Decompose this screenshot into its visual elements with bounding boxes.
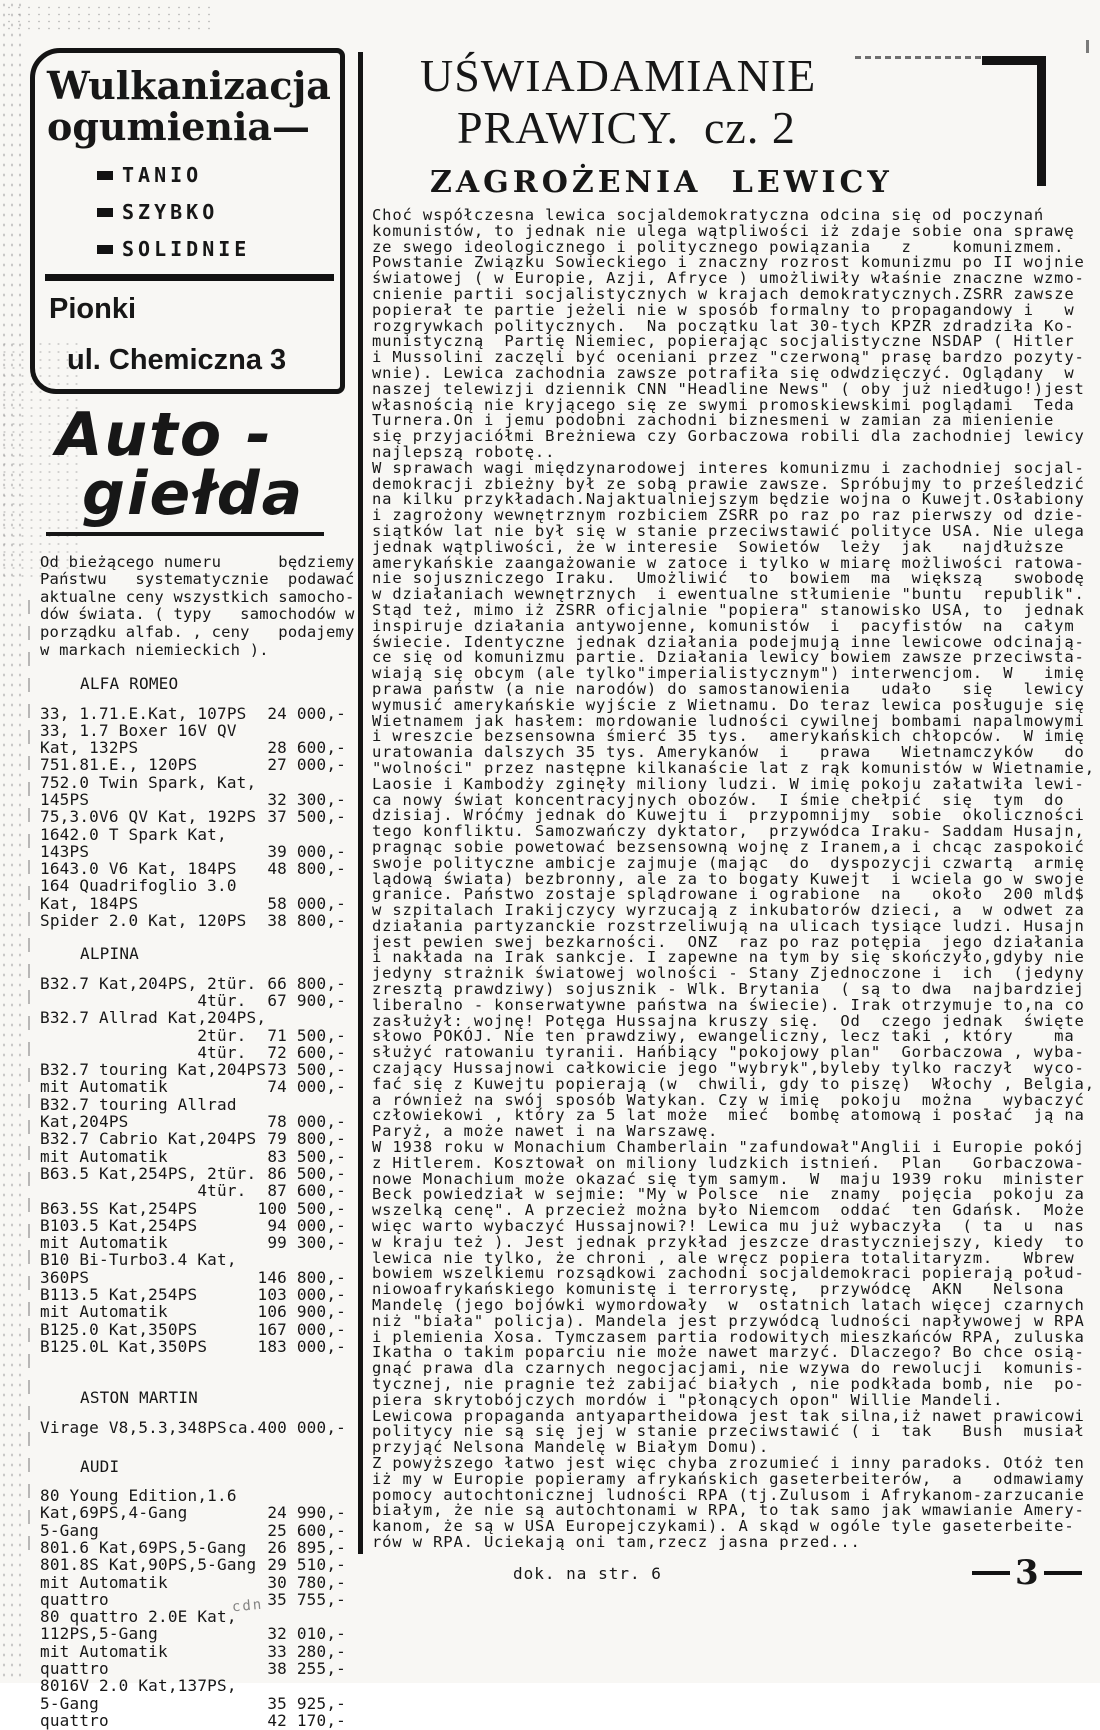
price-row (40, 1303, 346, 1320)
price-row (40, 1165, 346, 1182)
model-price: 94 000,- (267, 1215, 346, 1235)
article-line: naszej telewizji dziennik CNN "Headline News" ( oby już niedługo!)jest (372, 379, 1085, 398)
price-row (40, 1556, 346, 1573)
article-line: pragnąc sobie powetować bezsensowną wojnę z Iranem,a i chcąc zaspokoić (372, 837, 1085, 856)
article-line: nowe Monachium może okazać się tym samym. W maju 1939 roku minister (372, 1169, 1085, 1188)
article-line: "wolności" przez następne kilkanaście lat z rąk komunistów w Wietnamie, (372, 758, 1095, 777)
model-name: quattro (40, 1589, 109, 1609)
square-bullet-icon (97, 171, 113, 180)
model-price: 30 780,- (267, 1572, 346, 1592)
ad-city: Pionki (49, 293, 137, 326)
model-name: mit Automatik (40, 1077, 168, 1097)
model-name: 5-Gang (40, 1693, 99, 1713)
autogielda-title-line1: Auto - (56, 400, 273, 471)
brand-section (40, 945, 346, 1355)
price-listings (40, 675, 346, 1729)
model-name: Virage V8,5.3,348PS (40, 1417, 227, 1437)
article-line: przyjąć Nelsona Mandelę w Białym Domu). (372, 1438, 770, 1457)
model-price: 103 000,- (257, 1285, 346, 1305)
price-row (40, 1695, 346, 1712)
article-body (372, 208, 1094, 1551)
article-line: jednak wątpliwości, że w interesie Sowietów leży jak najdłuższe (372, 537, 1065, 556)
price-row (40, 860, 346, 877)
article-line: rów w RPA. Uciekają oni tam,rzecz jasna przed... (372, 1532, 861, 1551)
article-line: inspiruje działania antywojenne, komunistów i pacyfistów na całym (372, 616, 1075, 635)
article-line: demokracji zbieżny był ze sobą prawie zawsze. Spróbujmy to prześledzić (372, 474, 1085, 493)
model-price: 24 000,- (267, 703, 346, 723)
price-row (40, 1130, 346, 1147)
model-price: 87 600,- (267, 1181, 346, 1201)
corner-bracket-dashed-line (855, 56, 983, 59)
ad-divider-rule (45, 274, 334, 281)
model-name: B63.5S Kat,254PS (40, 1198, 198, 1218)
model-name: B32.7 Allrad Kat,204PS, (40, 1008, 267, 1028)
article-line: własnością nie kryjącego się ze swymi promoskiewskimi poglądami Teda (372, 395, 1075, 414)
price-row (40, 1625, 346, 1642)
model-price: 71 500,- (267, 1025, 346, 1045)
article-line: gnąć prawa dla czarnych negocjacjami, nie wzywa do rewolucji komunis- (372, 1359, 1085, 1378)
brand-rows (40, 705, 346, 930)
article-line: amerykańskie zaangażowanie w zatoce i tylko w miarę możliwości ratowa- (372, 553, 1085, 572)
article-line: Lewicowa propaganda antyapartheidowa jest tak silna,iż nawet prawicowi (372, 1406, 1085, 1425)
model-price: 106 900,- (257, 1302, 346, 1322)
model-name: 1643.0 V6 Kat, 184PS (40, 859, 237, 879)
article-line: cnienie partii socjalistycznych w krajach demokratycznych.ZSRR zawsze (372, 285, 1075, 304)
model-price: 24 990,- (267, 1503, 346, 1523)
model-name: B32.7 Kat,204PS, 2tür. (40, 973, 257, 993)
model-price: 42 170,- (267, 1710, 346, 1730)
price-row (40, 826, 346, 843)
model-name: 143PS (40, 841, 90, 861)
model-price: 38 800,- (267, 911, 346, 931)
square-bullet-icon (97, 208, 113, 217)
page-number (972, 1553, 1082, 1593)
model-price: 79 800,- (267, 1129, 346, 1149)
corner-bracket-vertical (1037, 56, 1046, 186)
article-line: człowiekowi , który za 5 lat może mieć bombę atomową i posłać ją na (372, 1106, 1085, 1125)
model-name: B113.5 Kat,254PS (40, 1285, 198, 1305)
price-row (40, 1078, 346, 1095)
model-name: 752.0 Twin Spark, Kat, (40, 772, 257, 792)
article-line: w działaniach wewnętrznych i ewentualne stłumienie "buntu republik". (372, 585, 1085, 604)
article-line: uratowania dalszych 35 tys. Amerykanów i prawa Wietnamczyków do (372, 743, 1085, 762)
model-name: mit Automatik (40, 1302, 168, 1322)
model-price: 35 925,- (267, 1693, 346, 1713)
model-name: 75,3.0V6 QV Kat, 192PS (40, 807, 257, 827)
price-row (40, 1677, 346, 1694)
ad-bullet-list (97, 163, 334, 261)
article-line: Ikatha o takim poparciu nie może nawet marzyć. Dlaczego? Bo chce osią- (372, 1343, 1085, 1362)
price-row (40, 992, 346, 1009)
ad-headline-line2: ogumienia— (47, 104, 311, 150)
article-line: wiają się obcym (ale tylko"imperialistycznym") interwencjom. W imię (372, 664, 1085, 683)
model-price: 35 755,- (267, 1589, 346, 1609)
brand-section (40, 1458, 346, 1729)
article-line: Paryż, a może nawet i na Warszawę. (372, 1122, 719, 1141)
article-line: zasłużył: wojnę! Potęga Hussajna kruszy się. Od czego jednak święte (372, 1011, 1085, 1030)
model-name: 8016V 2.0 Kat,137PS, (40, 1676, 237, 1696)
model-price: 66 800,- (267, 973, 346, 993)
price-row (40, 1574, 346, 1591)
article-line: i plemienia Xosa. Tymczasem partia rodowitych mieszkańców RPA, zuluska (372, 1327, 1085, 1346)
ad-bullet-item (97, 163, 334, 187)
price-row (40, 1044, 346, 1061)
article-line: rozgrywkach politycznych. Na początku lat 30-tych KPZR zdradziła Ko- (372, 316, 1075, 335)
model-name: 801.8S Kat,90PS,5-Gang (40, 1555, 257, 1575)
brand-rows (40, 1487, 346, 1729)
page-number-dash-left (972, 1571, 1010, 1575)
model-name: quattro (40, 1659, 109, 1679)
model-price: 33 280,- (267, 1641, 346, 1661)
model-price: 74 000,- (267, 1077, 346, 1097)
price-row (40, 1286, 346, 1303)
model-name: 1642.0 T Spark Kat, (40, 824, 227, 844)
model-name: 751.81.E., 120PS (40, 755, 198, 775)
model-name: B125.0 Kat,350PS (40, 1319, 198, 1339)
article-line: W 1938 roku w Monachium Chamberlain "zafundował"Anglii i Europie pokój (372, 1138, 1085, 1157)
ad-bullet-label: TANIO (122, 163, 203, 188)
price-row (40, 1487, 346, 1504)
price-row (40, 1251, 346, 1268)
model-name: B32.7 touring Allrad (40, 1094, 237, 1114)
intro-line: dów świata. ( typy samochodów w (40, 605, 355, 624)
ad-bullet-item (97, 200, 334, 224)
price-row (40, 1009, 346, 1026)
model-price: 99 300,- (267, 1233, 346, 1253)
article-line: wnie). Lewica zachodnia zawsze potrafiła się odwdzięczyć. Oglądany w (372, 364, 1075, 382)
model-price: 78 000,- (267, 1112, 346, 1132)
model-name: Spider 2.0 Kat, 120PS (40, 911, 247, 931)
article-title-line2: PRAWICY. cz. 2 (457, 101, 796, 153)
price-row (40, 1061, 346, 1078)
price-row (40, 808, 346, 825)
price-row (40, 1234, 346, 1251)
model-price: 146 800,- (257, 1267, 346, 1287)
model-price: 38 255,- (267, 1659, 346, 1679)
price-row (40, 722, 346, 739)
price-row (40, 1591, 346, 1608)
autogielda-title-line2: giełda (82, 458, 305, 529)
model-price: 183 000,- (257, 1336, 346, 1356)
article-line: lądową świata) bezbronny, ale za to bogaty Kuwejt i wciela go w swoje (372, 869, 1085, 888)
square-bullet-icon (97, 245, 113, 254)
article-line: liberalno - konserwatywne państwa na świecie). Irak otrzymuje to,na co (372, 995, 1085, 1014)
price-row (40, 1608, 346, 1625)
brand-section (40, 1389, 346, 1436)
model-name: 4tür. (40, 1042, 247, 1062)
page-number-value: 3 (1015, 1553, 1039, 1593)
article-line: tego konfliktu. Samozwańczy dyktator, przywódca Iraku- Saddam Husajn, (372, 822, 1085, 841)
model-price: 25 600,- (267, 1520, 346, 1540)
article-line: wszelką cenę". A przecież można było Niemcom oddać ten Gdańsk. Może (372, 1201, 1085, 1220)
model-name: mit Automatik (40, 1146, 168, 1166)
article-line: granice. Państwo zostaje splądrowane i ograbione na około 200 mld$ (372, 885, 1085, 904)
model-price: 86 500,- (267, 1163, 346, 1183)
price-row (40, 1522, 346, 1539)
price-row (40, 912, 346, 929)
price-row (40, 895, 346, 912)
brand-heading: AUDI (80, 1456, 120, 1476)
autogielda-intro (40, 552, 355, 660)
column-divider (358, 52, 363, 1554)
article-line: ca nowy świat koncentracyjnych obozów. I śmie chełpić się tym do (372, 790, 1065, 809)
model-name: quattro (40, 1710, 109, 1730)
model-name: B32.7 touring Kat,204PS (40, 1060, 267, 1080)
model-price: 29 510,- (267, 1555, 346, 1575)
article-line: najlepszą robotę.. (372, 442, 556, 461)
scan-noise-left (0, 0, 24, 1683)
article-line: siątków lat nie był się w stanie przeciwstawić polityce USA. Nie ulega (372, 521, 1085, 540)
article-line: munistyczną Partię Niemiec, popierając socjalistyczne NSDAP ( Hitler (372, 332, 1075, 351)
article-line: kanom, że są w USA Europejczykami). A skąd w ogóle tyle gaseterbeite- (372, 1517, 1075, 1536)
article-line: Turnera.On i jemu podobni zachodni biznesmeni w zamian za mienienie (372, 411, 1055, 430)
article-line: światowej ( w Europie, Azji, Afryce ) umożliwiły właśnie znaczne wzmo- (372, 269, 1085, 288)
model-name: B63.5 Kat,254PS, 2tür. (40, 1163, 257, 1183)
article-line: a również na swój sposób Watykan. Czy w imię pokoju można wybaczyć (372, 1090, 1085, 1109)
model-name: 80 Young Edition,1.6 (40, 1486, 237, 1506)
price-row (40, 843, 346, 860)
article-line: i Mussolini zaczęli być oceniani przez "czerwoną" prasę bardzo pozyty- (372, 348, 1085, 367)
model-name: 112PS,5-Gang (40, 1624, 158, 1644)
article-line: jedyny strażnik światowej wolności - Stany Zjednoczone i ich (jedyny (372, 964, 1085, 983)
price-row (40, 975, 346, 992)
price-row (40, 1200, 346, 1217)
article-header (372, 50, 1094, 200)
autogielda-underline (46, 532, 324, 536)
model-name: 5-Gang (40, 1520, 99, 1540)
model-price: 39 000,- (267, 841, 346, 861)
model-price: 48 800,- (267, 859, 346, 879)
model-name: mit Automatik (40, 1572, 168, 1592)
model-price: 58 000,- (267, 893, 346, 913)
model-name: Kat,69PS,4-Gang (40, 1503, 188, 1523)
model-price: 72 600,- (267, 1042, 346, 1062)
article-line: Z powyższego łatwo jest więc chyba zrozumieć i inny paradoks. Otóż ten (372, 1453, 1085, 1472)
scan-noise-top (4, 4, 214, 34)
article-line: tycznej, nie pragnie też zabijać białych , nie podkłada bomb, nie po- (372, 1375, 1085, 1393)
article-line: niż "biała" policja). Mandela jest przywódcą ludności napływowej w RPA (372, 1311, 1085, 1330)
ad-bullet-label: SOLIDNIE (122, 237, 251, 262)
article-line: Mandelę (jego bojówki wymordowały w ostatnich latach więcej czarnych (372, 1296, 1085, 1315)
model-name: 4tür. (40, 990, 247, 1010)
price-row (40, 1148, 346, 1165)
price-row (40, 791, 346, 808)
intro-line: porządku alfab. , ceny podajemy (40, 623, 355, 642)
intro-line: Państwu systematycznie podawać (40, 570, 355, 589)
article-subtitle: ZAGROŻENIA LEWICY (430, 165, 893, 201)
price-row (40, 877, 346, 894)
article-line: politycy nie są się jej w stanie przeciwstawić ( i tak Bush musiał (372, 1422, 1085, 1441)
price-row (40, 1096, 346, 1113)
article-line: czający Hussajnowi całkowicie jego "wybryk",byleby tylko raczył wyco- (372, 1059, 1085, 1078)
price-row (40, 1321, 346, 1338)
ad-bullet-label: SZYBKO (122, 200, 219, 225)
article-line: zresztą prawdziwy) sojusznik - Wlk. Brytania ( są to dwa najbardziej (372, 980, 1085, 999)
brand-rows (40, 975, 346, 1356)
article-line: się przyjaciółmi Breżniewa czy Gorbaczowa robili dla zachodniej lewicy (372, 427, 1085, 446)
article-line: wymusić amerykańskie wyjście z Wietnamu. Do teraz lewica posługuje się (372, 695, 1085, 714)
intro-line: w markach niemieckich ). (40, 640, 269, 659)
article-line: bowiem wszelkiemu rozsądkowi zachodni socjaldemokraci popierają połud- (372, 1264, 1085, 1283)
article-line: Choć współczesna lewica socjaldemokratyczna odcina się od poczynań (372, 206, 1044, 225)
continued-on-page-note: dok. na str. 6 (513, 1564, 662, 1583)
article-line: piera skrytobójczych mordów i "płonących opon" Willie Mandeli. (372, 1390, 1004, 1409)
price-row (40, 1338, 346, 1355)
article-line: popierał te partie jeżeli nie w sposób formalny to propagandowy i w (372, 300, 1075, 319)
price-row (40, 1504, 346, 1521)
article-line: W sprawach wagi międzynarodowej interes komunizmu i zachodniej socjal- (372, 458, 1085, 477)
ad-headline-line1: Wulkanizacja (47, 63, 331, 108)
price-row (40, 774, 346, 791)
model-name: Kat, 132PS (40, 738, 139, 758)
article-line: w szpitalach Irakijczycy wyrzucają z inkubatorów dzieci, a w odwet za (372, 901, 1085, 920)
model-price: 28 600,- (267, 738, 346, 758)
brand-heading: ALFA ROMEO (80, 674, 179, 694)
price-row (40, 705, 346, 722)
model-name: B32.7 Cabrio Kat,204PS (40, 1129, 257, 1149)
model-name: 360PS (40, 1267, 90, 1287)
article-line: z Hitlerem. Kosztował on miliony ludzkich istnień. Plan Gorbaczowa- (372, 1153, 1085, 1172)
model-price: 27 000,- (267, 755, 346, 775)
article-line: ze swego ideologicznego i politycznego powiązania z komunizmem. (372, 237, 1065, 256)
article-line: jest pewien swej bezkarności. ONZ raz po raz potępia jego działania (372, 932, 1085, 951)
price-row (40, 1027, 346, 1044)
article-line: świecie. Identyczne jednak działania podejmują inne lewicowe odcinają- (372, 632, 1085, 651)
price-row (40, 1643, 346, 1660)
article-line: ce się od komunizmu partie. Działania lewicy bowiem zawsze przeciwsta- (372, 648, 1085, 667)
price-row (40, 739, 346, 756)
article-line: iż my w Europie popieramy afrykańskich gaseterbeiterów, a odmawiamy (372, 1469, 1085, 1488)
model-price: 32 010,- (267, 1624, 346, 1644)
article-line: niowoafrykańskiego komunistę i terrorystę, przywódcę AKN Nelsona (372, 1280, 1065, 1299)
model-price: 37 500,- (267, 807, 346, 827)
left-column (30, 48, 355, 1730)
article-line: działania partyzanckie rozstrzeliwują na ulicach tysiące ludzi. Husajn (372, 916, 1085, 935)
model-name: B10 Bi-Turbo3.4 Kat, (40, 1250, 237, 1270)
continuation-note: cdn (231, 1596, 264, 1616)
model-price: 32 300,- (267, 790, 346, 809)
model-name: mit Automatik (40, 1641, 168, 1661)
article-line: nie sojuszniczego Iraku. Umożliwić to bowiem ma większą swobodę (372, 569, 1085, 588)
article-line: w kraju też ). Jest jednak przykład jeszcze drastyczniejszy, kiedy to (372, 1232, 1085, 1251)
vulcanization-ad (30, 48, 345, 394)
article-line: pomocy autochtonicznej ludności RPA (tj.Zulusom i Afrykanom-zarzucanie (372, 1485, 1085, 1504)
article-line: swoje polityczne ambicje zajmuje (mając do dyspozycji czwartą armię (372, 853, 1085, 872)
ad-bullet-item (97, 237, 334, 261)
price-row (40, 1660, 346, 1677)
model-price: 73 500,- (267, 1060, 346, 1080)
ad-street-address: ul. Chemiczna 3 (67, 344, 287, 377)
model-name: 801.6 Kat,69PS,5-Gang (40, 1537, 247, 1557)
article-title-line1: UŚWIADAMIANIE (420, 50, 817, 101)
article-line: więc warto wybaczyć Hussajnowi?! Lewica mu już wybaczyła ( ta u nas (372, 1217, 1085, 1236)
intro-line: Od bieżącego numeru będziemy (40, 552, 355, 571)
article-line: na kilku przykładach.Najaktualniejszym będzie wojna o Kuwejt.Osłabiony (372, 490, 1085, 509)
model-name: 33, 1.71.E.Kat, 107PS (40, 703, 247, 723)
article-column (372, 50, 1094, 1551)
article-line: lewica nie tylko, że chroni , ale wręcz popiera totalitaryzm. Wbrew (372, 1248, 1075, 1267)
article-line: białym, że nie są autochtonami w RPA, to tak samo jak wmawianie Amery- (372, 1501, 1085, 1520)
brand-heading: ASTON MARTIN (80, 1388, 198, 1408)
price-row (40, 1113, 346, 1130)
price-row (40, 756, 346, 773)
article-line: i nakłada na Irak sankcje. I zapewne na tym by się skończyło,gdyby nie (372, 948, 1085, 967)
brand-heading: ALPINA (80, 944, 139, 964)
model-name: Kat,204PS (40, 1112, 129, 1132)
article-line: Stąd też, mimo iż ZSRR oficjalnie "popiera" stanowisko USA, to jednak (372, 600, 1085, 619)
autogielda-title (30, 400, 345, 536)
article-line: i zagrożony wewnętrznym rozbiciem ZSRR po raz po raz pierwszy od dzie- (372, 506, 1085, 525)
model-price: 167 000,- (257, 1319, 346, 1339)
model-name: 164 Quadrifoglio 3.0 (40, 876, 237, 896)
model-name: B125.0L Kat,350PS (40, 1336, 208, 1356)
price-row (40, 1182, 346, 1199)
model-name: 4tür. (40, 1181, 247, 1201)
brand-rows (40, 1419, 346, 1436)
article-line: prawa państw (a nie narodów) do samostanowienia udało się lewicy (372, 679, 1085, 698)
model-name: B103.5 Kat,254PS (40, 1215, 198, 1235)
article-line: słowo POKÓJ. Nie ten prawdziwy, ewangeliczny, lecz taki , który ma (372, 1027, 1075, 1046)
article-line: Powstanie Związku Sowieckiego i znaczny rozrost komunizmu po II wojnie (372, 253, 1085, 272)
article-line: Beck powiedział w sejmie: "My w Polsce nie znamy pojęcia pokoju za (372, 1185, 1085, 1204)
page-number-dash-right (1044, 1571, 1082, 1575)
price-row (40, 1269, 346, 1286)
model-price: 83 500,- (267, 1146, 346, 1166)
article-line: dzisiaj. Wróćmy jednak do Kuwejtu i przypomnijmy sobie okoliczności (372, 806, 1085, 825)
model-name: 2tür. (40, 1025, 247, 1045)
article-line: komunistów, to jednak nie ulega wątpliwości iż zdaje sobie ona sprawę (372, 221, 1075, 240)
article-line: Laosie i Kambodży zginęły miliony ludzi. W imię pokoju załatwiła lewi- (372, 774, 1085, 793)
model-price: ca.400 000,- (228, 1417, 346, 1437)
model-name: mit Automatik (40, 1233, 168, 1253)
brand-section (40, 675, 346, 929)
price-row (40, 1539, 346, 1556)
model-name: 33, 1.7 Boxer 16V QV (40, 720, 237, 740)
article-line: służyć ratowaniu tyranii. Hańbiący "pokojowy plan" Gorbaczowa , wyba- (372, 1043, 1085, 1062)
article-line: fać się z Kuwejtu popierają (w chwili, gdy to piszę) Włochy , Belgia, (372, 1074, 1095, 1093)
price-row (40, 1217, 346, 1234)
model-name: Kat, 184PS (40, 893, 139, 913)
model-price: 26 895,- (267, 1537, 346, 1557)
model-name: 80 quattro 2.0E Kat, (40, 1607, 237, 1627)
intro-line: aktualne ceny wszystkich samocho- (40, 587, 355, 606)
model-name: 145PS (40, 790, 90, 809)
price-row (40, 1712, 346, 1729)
article-line: i wreszcie bezsensowna śmierć 35 tys. amerykańskich chłopców. W imię (372, 727, 1085, 746)
price-row (40, 1419, 346, 1436)
article-line: Wietnamem jak hasłem: mordowanie ludności cywilnej bombami napalmowymi (372, 711, 1085, 730)
model-price: 100 500,- (257, 1198, 346, 1218)
model-price: 67 900,- (267, 990, 346, 1010)
